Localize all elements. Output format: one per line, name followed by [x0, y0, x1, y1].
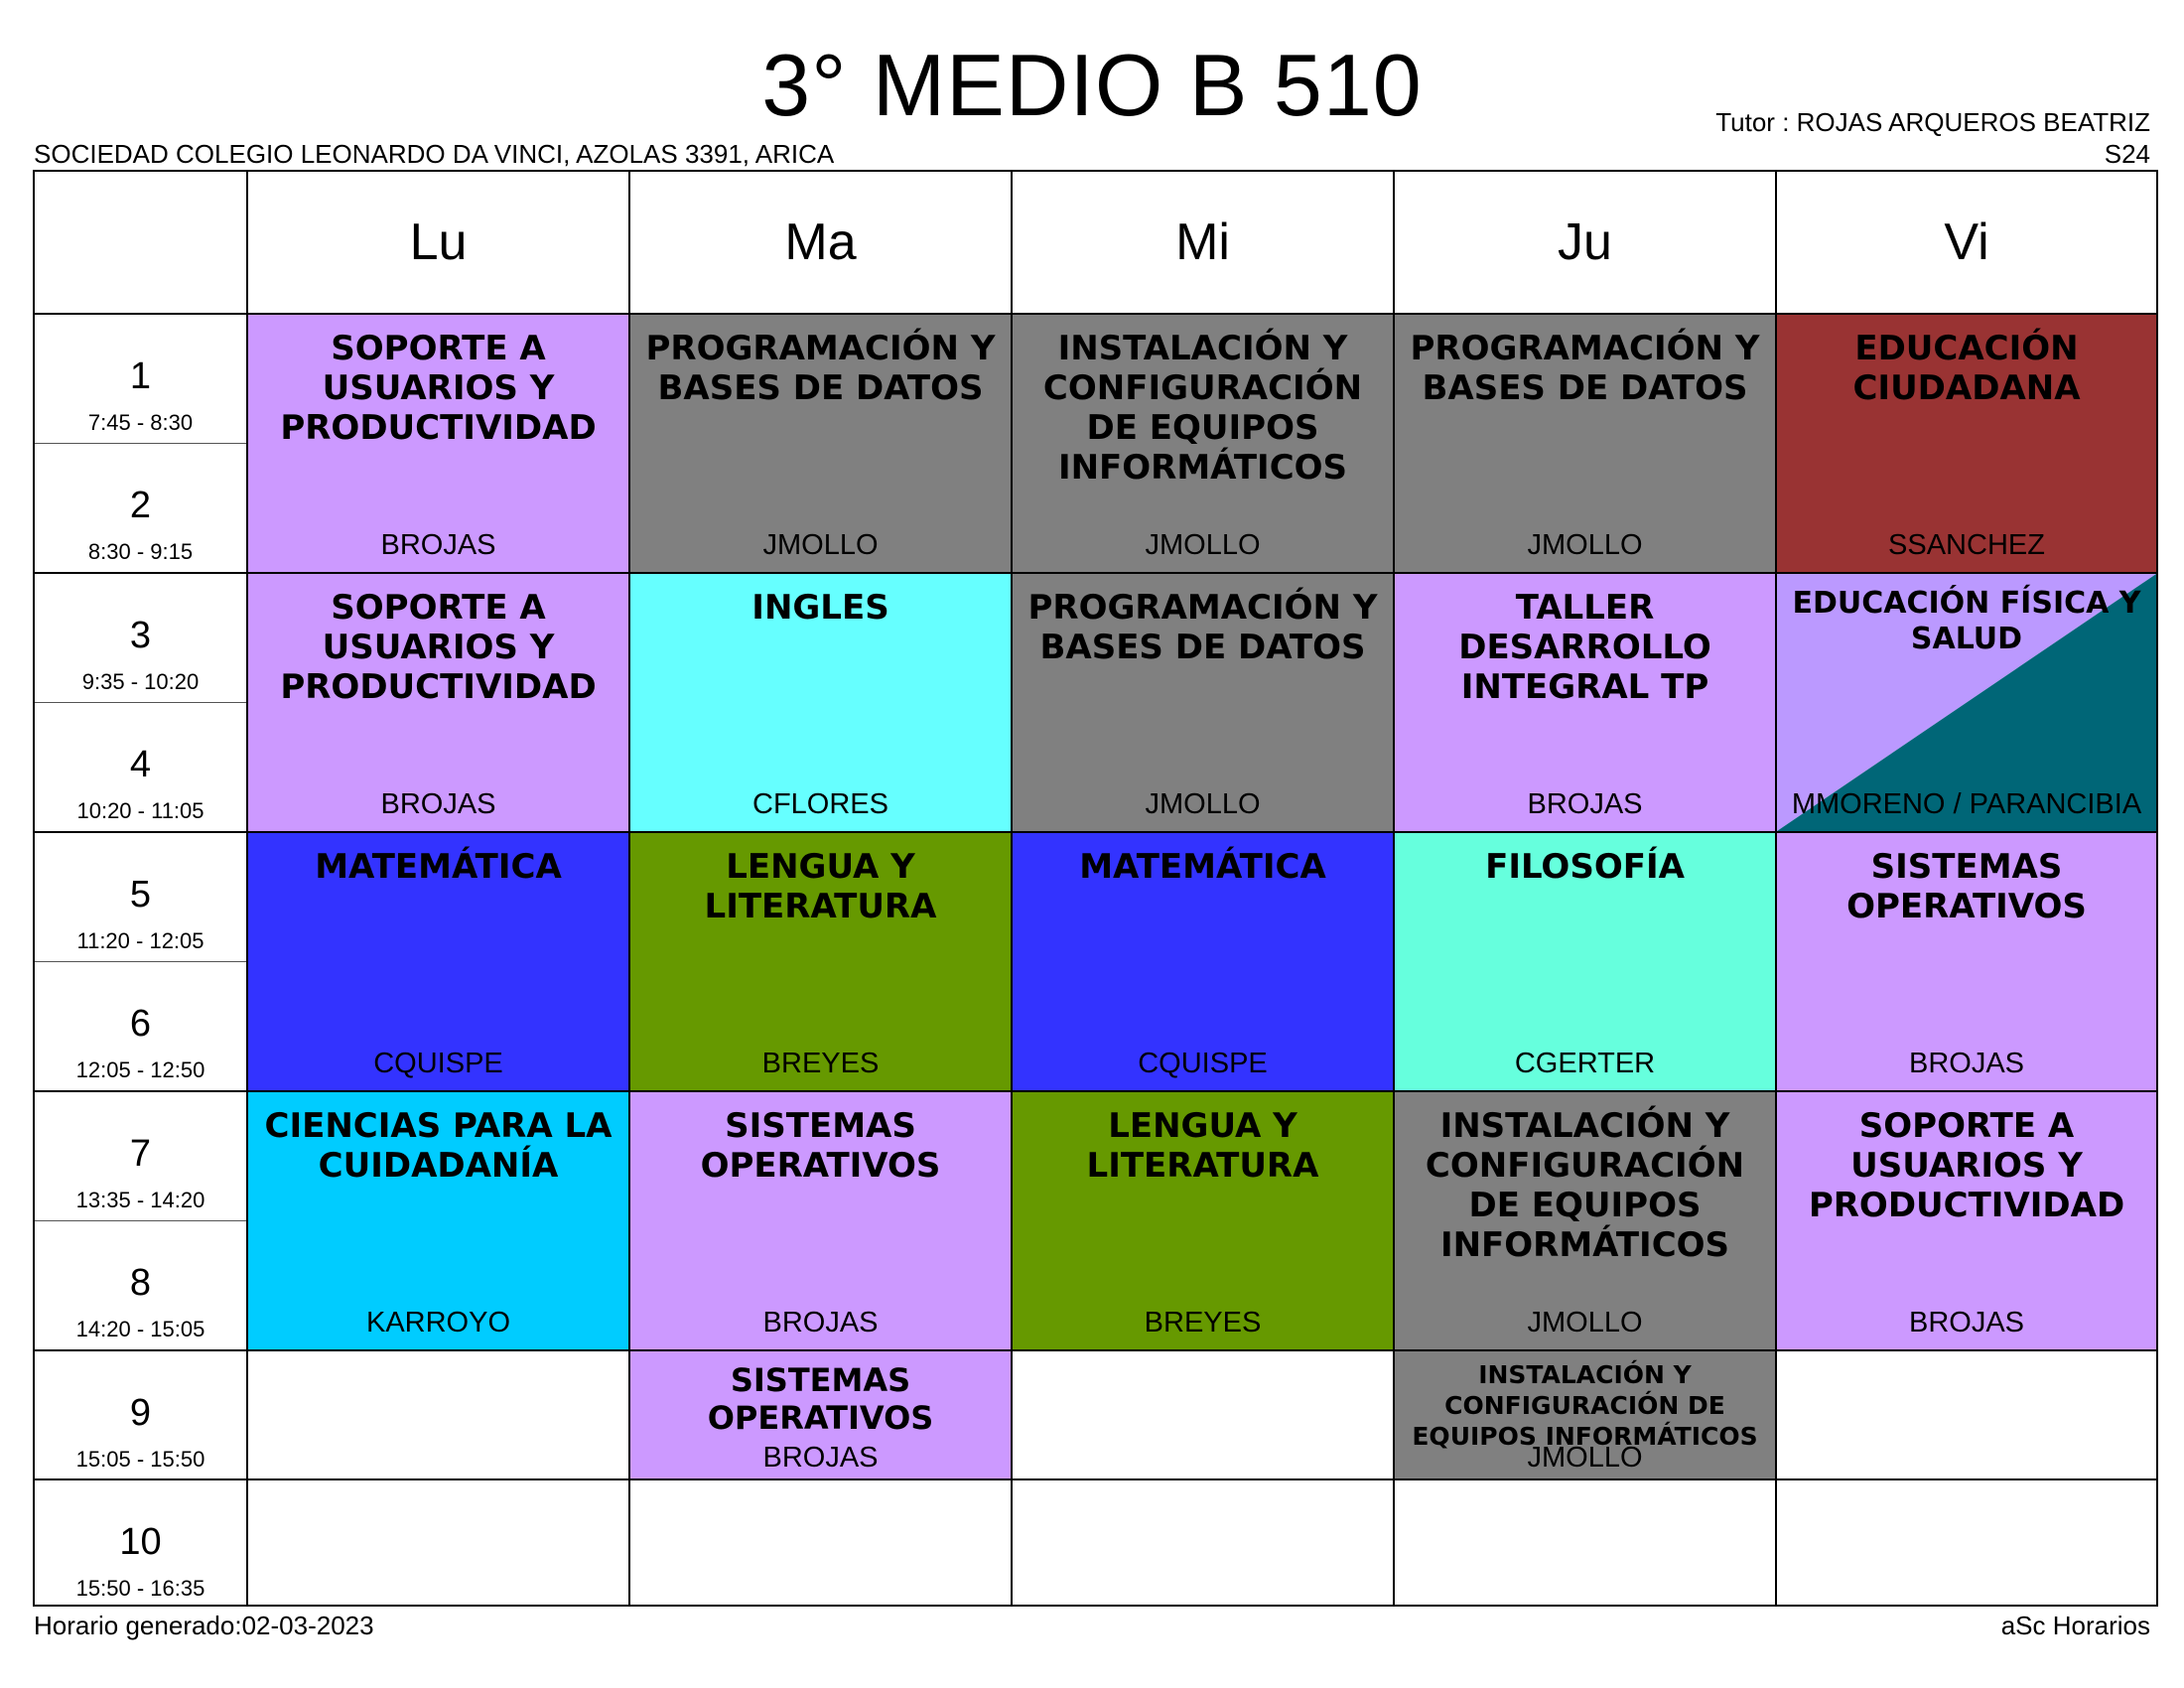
software-credit-label: aSc Horarios	[2000, 1611, 2150, 1640]
lesson-cell	[628, 1351, 1011, 1480]
period-time: 13:35 - 14:20	[75, 1188, 205, 1212]
subject-label: SISTEMAS OPERATIVOS	[700, 1106, 941, 1186]
subject-label: FILOSOFÍA	[1485, 847, 1685, 887]
period-time: 10:20 - 11:05	[76, 798, 205, 823]
subject-label: INSTALACIÓN Y CONFIGURACIÓN DE EQUIPOS INFORMÁTICOS	[1042, 329, 1363, 488]
period-time: 11:20 - 12:05	[76, 928, 205, 953]
lesson-cell	[1011, 833, 1393, 1092]
period-row	[35, 1092, 246, 1221]
lesson-cell	[628, 574, 1011, 833]
period-time: 14:20 - 15:05	[75, 1317, 205, 1341]
teacher-label: JMOLLO	[1527, 529, 1643, 561]
empty-cell	[628, 1480, 1011, 1605]
period-time: 15:05 - 15:50	[75, 1447, 205, 1472]
day-header-vi: Vi	[1775, 172, 2156, 315]
teacher-label: MMORENO / PARANCIBIA	[1791, 788, 2142, 820]
subject-label: SISTEMAS OPERATIVOS	[707, 1361, 934, 1437]
period-time: 8:30 - 9:15	[87, 539, 194, 564]
lesson-cell-split	[1775, 574, 2156, 833]
subject-label: INGLES	[751, 588, 889, 628]
subject-label: PROGRAMACIÓN Y BASES DE DATOS	[1027, 588, 1378, 667]
generated-date-label: Horario generado:02-03-2023	[34, 1611, 374, 1640]
period-row	[35, 1221, 246, 1351]
day-header-ju: Ju	[1393, 172, 1775, 315]
teacher-label: CGERTER	[1514, 1048, 1656, 1079]
teacher-label: CFLORES	[752, 788, 888, 820]
period-row	[35, 962, 246, 1092]
lesson-cell	[1011, 1092, 1393, 1351]
lesson-cell	[1393, 574, 1775, 833]
period-number: 9	[129, 1392, 152, 1434]
subject-label: EDUCACIÓN CIUDADANA	[1852, 329, 2081, 408]
lesson-cell	[1393, 1092, 1775, 1351]
period-time: 12:05 - 12:50	[75, 1057, 205, 1082]
period-time: 15:50 - 16:35	[75, 1576, 205, 1601]
period-row	[35, 315, 246, 444]
empty-cell	[246, 1480, 628, 1605]
subject-label: SISTEMAS OPERATIVOS	[1846, 847, 2087, 926]
teacher-label: JMOLLO	[762, 529, 879, 561]
teacher-label: BROJAS	[762, 1442, 879, 1474]
period-number: 2	[129, 485, 152, 526]
empty-cell	[1775, 1351, 2156, 1480]
timetable-title: 3° MEDIO B 510	[761, 36, 1423, 134]
school-label: SOCIEDAD COLEGIO LEONARDO DA VINCI, AZOLAS 3391, ARICA	[34, 139, 835, 169]
teacher-label: KARROYO	[365, 1307, 511, 1338]
corner-cell	[35, 172, 246, 315]
teacher-label: CQUISPE	[1138, 1048, 1268, 1079]
period-number: 8	[129, 1262, 152, 1304]
period-row	[35, 574, 246, 703]
subject-label: EDUCACIÓN FÍSICA Y SALUD	[1792, 586, 2141, 656]
teacher-label: BROJAS	[1908, 1048, 2025, 1079]
teacher-label: JMOLLO	[1145, 788, 1261, 820]
empty-cell	[246, 1351, 628, 1480]
teacher-label: BROJAS	[1527, 788, 1643, 820]
tutor-label: Tutor : ROJAS ARQUEROS BEATRIZ	[1715, 107, 2150, 137]
period-row	[35, 1351, 246, 1480]
subject-label: PROGRAMACIÓN Y BASES DE DATOS	[645, 329, 996, 408]
teacher-label: BROJAS	[380, 529, 496, 561]
subject-label: LENGUA Y LITERATURA	[1086, 1106, 1319, 1186]
teacher-label: BROJAS	[1908, 1307, 2025, 1338]
subject-label: TALLER DESARROLLO INTEGRAL TP	[1458, 588, 1711, 707]
lesson-cell	[1775, 315, 2156, 574]
lesson-cell	[246, 833, 628, 1092]
lesson-cell	[628, 833, 1011, 1092]
empty-cell	[1775, 1480, 2156, 1605]
day-header-mi: Mi	[1011, 172, 1393, 315]
subject-label: SOPORTE A USUARIOS Y PRODUCTIVIDAD	[1808, 1106, 2125, 1225]
period-number: 7	[129, 1133, 152, 1175]
period-time: 9:35 - 10:20	[81, 669, 200, 694]
empty-cell	[1011, 1351, 1393, 1480]
subject-label: LENGUA Y LITERATURA	[704, 847, 937, 926]
period-row	[35, 1480, 246, 1605]
day-header-ma: Ma	[628, 172, 1011, 315]
day-header-lu: Lu	[246, 172, 628, 315]
subject-label: INSTALACIÓN Y CONFIGURACIÓN DE EQUIPOS INFORMÁTICOS	[1425, 1106, 1745, 1265]
teacher-label: JMOLLO	[1527, 1442, 1643, 1474]
teacher-label: BREYES	[1144, 1307, 1262, 1338]
room-label: S24	[2104, 139, 2150, 169]
lesson-cell	[1011, 315, 1393, 574]
period-number: 3	[129, 615, 152, 656]
subject-label: INSTALACIÓN Y CONFIGURACIÓN DE EQUIPOS INFORMÁTICOS	[1412, 1360, 1758, 1451]
period-row	[35, 444, 246, 574]
period-row	[35, 703, 246, 833]
subject-label: MATEMÁTICA	[315, 847, 562, 887]
teacher-label: SSANCHEZ	[1888, 529, 2045, 561]
lesson-cell	[1393, 1351, 1775, 1480]
lesson-cell	[1393, 833, 1775, 1092]
period-number: 4	[129, 744, 152, 785]
lesson-cell	[246, 574, 628, 833]
period-number: 5	[129, 874, 152, 915]
teacher-label: CQUISPE	[373, 1048, 503, 1079]
teacher-label: BREYES	[761, 1048, 880, 1079]
period-number: 6	[129, 1003, 152, 1045]
lesson-cell	[1393, 315, 1775, 574]
lesson-cell	[1775, 833, 2156, 1092]
teacher-label: BROJAS	[762, 1307, 879, 1338]
teacher-label: BROJAS	[380, 788, 496, 820]
subject-label: SOPORTE A USUARIOS Y PRODUCTIVIDAD	[280, 329, 597, 448]
subject-label: MATEMÁTICA	[1079, 847, 1326, 887]
lesson-cell	[246, 315, 628, 574]
lesson-cell	[1011, 574, 1393, 833]
lesson-cell	[628, 315, 1011, 574]
subject-label: SOPORTE A USUARIOS Y PRODUCTIVIDAD	[280, 588, 597, 707]
subject-label: PROGRAMACIÓN Y BASES DE DATOS	[1410, 329, 1760, 408]
period-time: 7:45 - 8:30	[87, 410, 194, 435]
teacher-label: JMOLLO	[1527, 1307, 1643, 1338]
lesson-cell	[1775, 1092, 2156, 1351]
subject-label: CIENCIAS PARA LA CUIDADANÍA	[264, 1106, 613, 1186]
period-row	[35, 833, 246, 962]
period-number: 10	[119, 1521, 162, 1563]
period-number: 1	[129, 355, 152, 397]
empty-cell	[1393, 1480, 1775, 1605]
timetable-grid	[33, 170, 2158, 1607]
teacher-label: JMOLLO	[1145, 529, 1261, 561]
empty-cell	[1011, 1480, 1393, 1605]
lesson-cell	[246, 1092, 628, 1351]
lesson-cell	[628, 1092, 1011, 1351]
